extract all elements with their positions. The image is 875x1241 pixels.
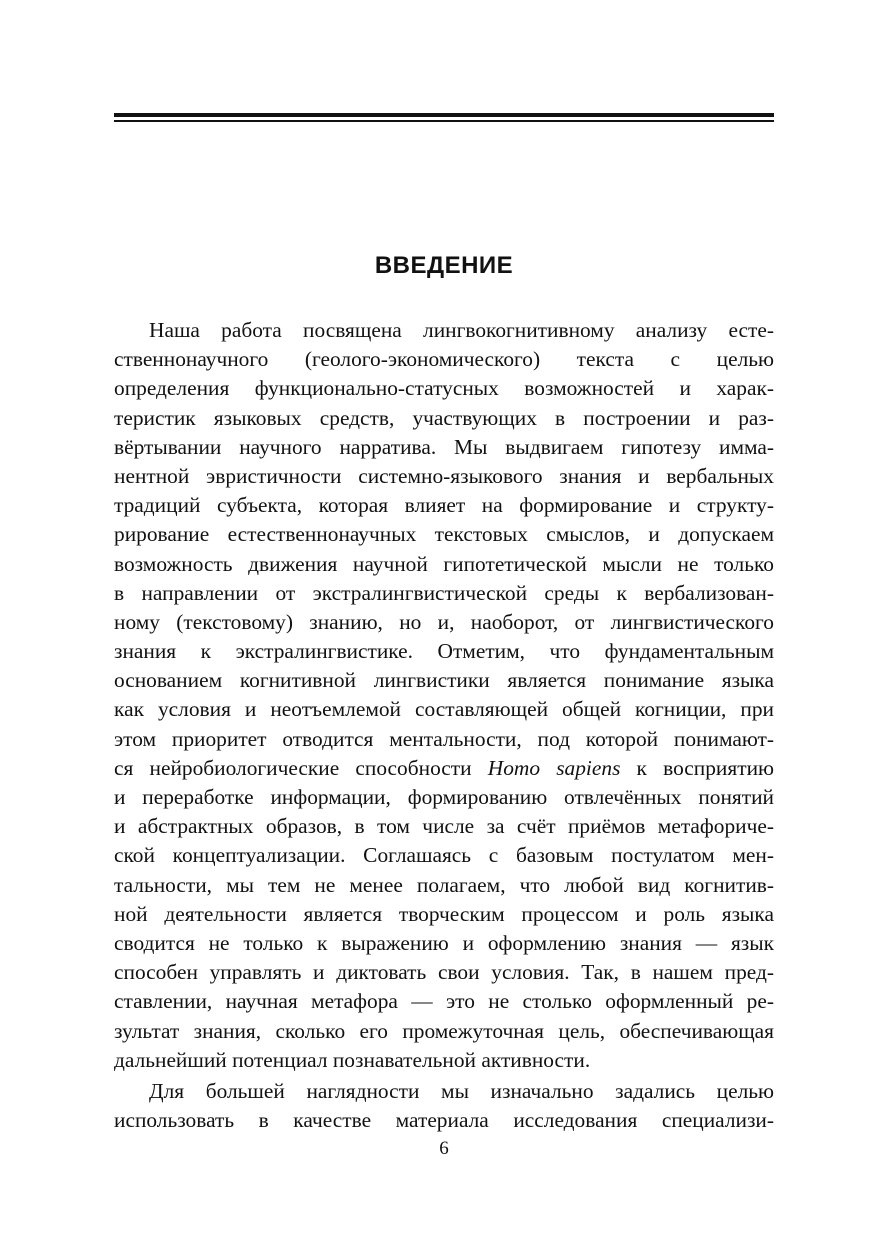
text-line: и абстрактных образов, в том числе за счёт приёмов метафориче- bbox=[114, 814, 774, 839]
text-line: определения функционально-статусных возможностей и харак- bbox=[114, 376, 774, 401]
text-run: к восприятию bbox=[620, 755, 774, 780]
text-line: этом приоритет отводится ментальности, под которой понимают- bbox=[114, 726, 774, 751]
text-line: вёртывании научного нарратива. Мы выдвигаем гипотезу имма- bbox=[114, 434, 774, 459]
text-line: способен управлять и диктовать свои условия. Так, в нашем пред- bbox=[114, 960, 774, 985]
section-heading: ВВЕДЕНИЕ bbox=[374, 252, 514, 279]
text-line: и переработке информации, формированию отвлечённых понятий bbox=[114, 785, 774, 809]
text-line: рирование естественнонаучных текстовых смыслов, и допускаем bbox=[114, 522, 774, 547]
text-line-with-italic bbox=[114, 754, 774, 783]
text-line: сводится не только к выражению и оформлению знания — язык bbox=[114, 930, 774, 955]
text-line: основанием когнитивной лингвистики является понимание языка bbox=[114, 668, 774, 693]
text-line: Для большей наглядности мы изначально задались целью bbox=[149, 1078, 774, 1103]
text-line: нентной эвристичности системно-языкового знания и вербальных bbox=[114, 463, 774, 488]
text-run: ся нейробиологические способности bbox=[114, 755, 488, 780]
page-number: 6 bbox=[439, 1138, 449, 1159]
text-line: ной деятельности является творческим процессом и роль языка bbox=[114, 901, 774, 926]
text-line: ному (текстовому) знанию, но и, наоборот, от лингвистического bbox=[114, 609, 774, 634]
text-line: ской концептуализации. Соглашаясь с базовым постулатом мен- bbox=[114, 843, 774, 868]
text-line: дальнейший потенциал познавательной активности. bbox=[114, 1047, 591, 1072]
top-rule-thin bbox=[114, 120, 774, 122]
text-line: возможность движения научной гипотетической мысли не только bbox=[114, 551, 774, 576]
text-line: использовать в качестве материала исследования специализи- bbox=[114, 1108, 774, 1133]
body-text bbox=[114, 316, 774, 1135]
text-line: ственнонаучного (геолого-экономического) текста с целью bbox=[114, 347, 774, 372]
text-line: знания к экстралингвистике. Отметим, что фундаментальным bbox=[114, 639, 774, 664]
text-line: в направлении от экстралингвистической среды к вербализован- bbox=[114, 580, 774, 605]
text-line: Наша работа посвящена лингвокогнитивному анализу есте- bbox=[149, 318, 774, 342]
italic-term: Homo sapiens bbox=[487, 755, 621, 780]
text-line: ставлении, научная метафора — это не столько оформленный ре- bbox=[114, 989, 774, 1014]
text-line: как условия и неотъемлемой составляющей общей когниции, при bbox=[114, 697, 774, 722]
text-line: традиций субъекта, которая влияет на формирование и структу- bbox=[114, 493, 774, 518]
text-line: тальности, мы тем не менее полагаем, что любой вид когнитив- bbox=[114, 872, 774, 897]
top-rule-thick bbox=[114, 113, 774, 117]
text-line: зультат знания, сколько его промежуточная цель, обеспечивающая bbox=[114, 1018, 774, 1043]
text-line: теристик языковых средств, участвующих в построении и раз- bbox=[114, 405, 774, 430]
